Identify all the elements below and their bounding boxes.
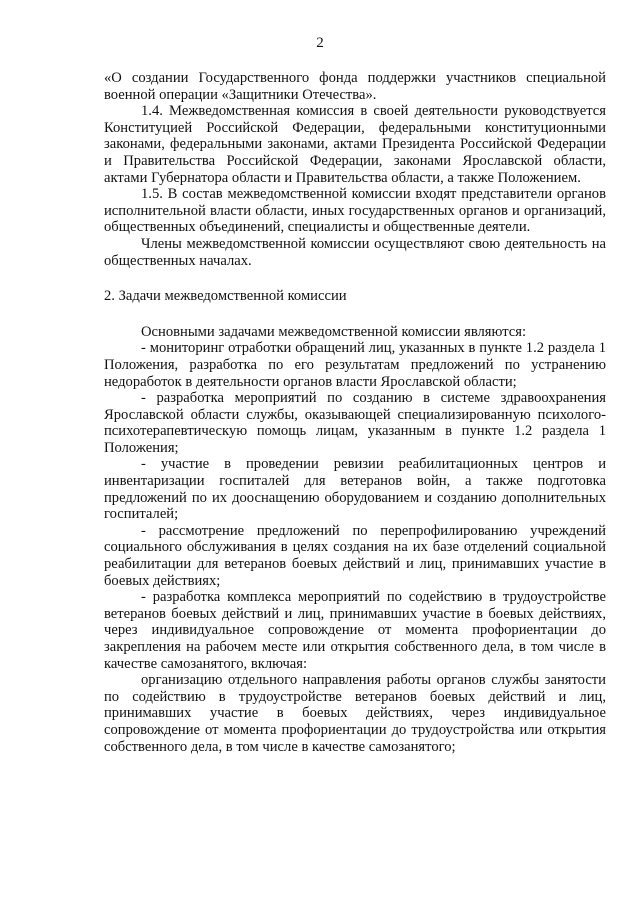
tasks-intro: Основными задачами межведомственной комиссии являются: [141,323,527,340]
paragraph-decree-title: «О создании Государственного фонда поддержки участников специальной военной операции «Защитники Отечества». [104,70,606,103]
section-heading: 2. Задачи межведомственной комиссии [104,288,347,305]
document-body [104,70,606,755]
task-item-employment: - разработка комплекса мероприятий по содействию в трудоустройстве ветеранов боевых действий и лиц, принимавших участие в боевых действиях, через индивидуальное сопровождение от момента профориентации до закрепления на рабочем месте или открытия собственного дела, в том числе в качестве самозанятого, включая: [104,589,606,672]
task-item-reprofiling: - рассмотрение предложений по перепрофилированию учреждений социального обслуживания в целях создания на их базе отделений социальной реабилитации для ветеранов боевых действий и лиц, принимавших участие в боевых действиях; [104,522,606,589]
task-item-monitoring: - мониторинг отработки обращений лиц, указанных в пункте 1.2 раздела 1 Положения, разработка по его результатам предложений по устранению недоработок в деятельности органов власти Ярославской области; [104,340,606,390]
page-number: 2 [316,35,324,51]
task-item-revision: - участие в проведении ревизии реабилитационных центров и инвентаризации госпиталей для ветеранов войн, а также подготовка предложений по их дооснащению оборудованием и созданию дополнительных госпиталей; [104,456,606,523]
task-item-psych-service: - разработка мероприятий по созданию в системе здравоохранения Ярославской области службы, оказывающей специализированную психолого-психотерапевтическую помощь лицам, указанным в пункте 1.2 раздела 1 Положения; [104,390,606,456]
paragraph-members: Члены межведомственной комиссии осуществляют свою деятельность на общественных началах. [104,235,606,269]
task-item-employment-service: организацию отдельного направления работы органов службы занятости по содействию в трудоустройстве ветеранов боевых действий и лиц, принимавших участие в боевых действиях, через индивидуальное сопровождение от момента профориентации до трудоустройства или открытия собственного дела, в том числе в качестве самозанятого; [104,672,606,755]
paragraph-1-5: 1.5. В состав межведомственной комиссии входят представители органов исполнительной власти области, иных государственных органов и организаций, общественных объединений, специалисты и общественные деятели. [104,186,606,236]
paragraph-1-4: 1.4. Межведомственная комиссия в своей деятельности руководствуется Конституцией Российской Федерации, федеральными конституционными законами, федеральными законами, актами Президента Российской Федерации и Правительства Российской Федерации, законами Ярославской области, актами Губернатора области и Правительства области, а также Положением. [104,103,606,186]
